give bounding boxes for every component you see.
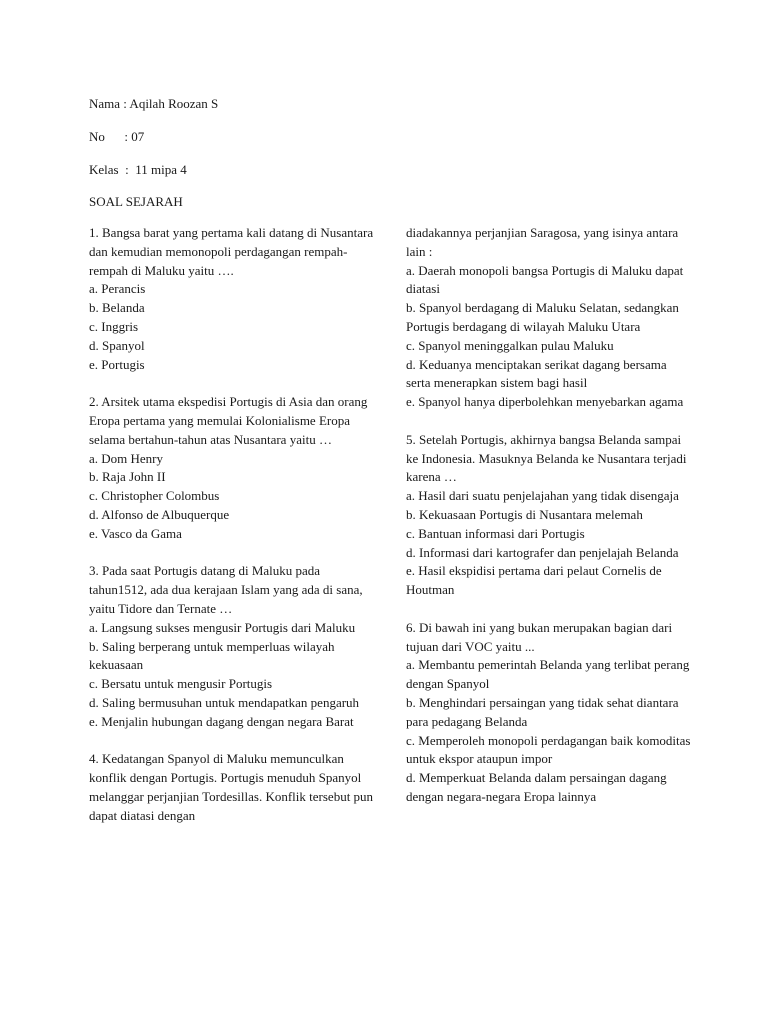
option-a: a. Hasil dari suatu penjelajahan yang tidak disengaja [406,488,679,504]
option-e: e. Vasco da Gama [89,525,182,541]
option-d: d. Alfonso de Albuquerque [89,506,230,522]
document-title: SOAL SEJARAH [89,194,183,209]
question-4-continued [406,224,691,412]
option-b: b. Kekuasaan Portugis di Nusantara melemah [406,506,643,522]
option-d: d. Saling bermusuhan untuk mendapatkan pengaruh [89,694,360,710]
question-1 [89,224,374,374]
student-name: Nama : Aqilah Roozan S [89,96,219,111]
question-text: 3. Pada saat Portugis datang di Maluku pada tahun1512, ada dua kerajaan Islam yang ada di sana, yaitu Tidore dan Ternate … [89,563,363,616]
option-c: c. Inggris [89,318,139,334]
option-e: e. Hasil ekspidisi pertama dari pelaut Cornelis de Houtman [406,563,662,598]
option-b: b. Raja John II [89,469,166,485]
question-text: 6. Di bawah ini yang bukan merupakan bagian dari tujuan dari VOC yaitu ... [406,619,673,654]
question-text: 1. Bangsa barat yang pertama kali datang di Nusantara dan kemudian memonopoli perdagangan rempah-rempah di Maluku yaitu …. [89,225,374,278]
option-d: d. Memperkuat Belanda dalam persaingan dagang dengan negara-negara Eropa lainnya [406,770,667,804]
option-b: b. Saling berperang untuk memperluas wilayah kekuasaan [89,638,335,673]
option-c: c. Christopher Colombus [89,488,220,504]
option-a: a. Daerah monopoli bangsa Portugis di Maluku dapat diatasi [406,262,684,297]
question-4 [89,750,374,825]
question-text-continued: diadakannya perjanjian Saragosa, yang isinya antara lain : [406,225,679,259]
question-text: 4. Kedatangan Spanyol di Maluku memunculkan konflik dengan Portugis. Portugis menuduh Spanyol melanggar perjanjian Tordesillas. Konflik tersebut pun dapat diatasi dengan [89,751,374,823]
right-column [406,224,691,826]
question-6 [406,619,691,807]
student-number: No : 07 [89,129,145,144]
option-e: e. Portugis [89,356,145,372]
option-c: c. Bersatu untuk mengusir Portugis [89,676,273,692]
student-class: Kelas : 11 mipa 4 [89,162,187,177]
option-d: d. Keduanya menciptakan serikat dagang bersama serta menerapkan sistem bagi hasil [406,356,667,391]
question-2 [89,393,374,543]
option-e: e. Menjalin hubungan dagang dengan negara Barat [89,713,354,729]
question-5 [406,431,691,600]
left-column [89,224,374,844]
option-b: b. Spanyol berdagang di Maluku Selatan, sedangkan Portugis berdagang di wilayah Maluku Utara [406,300,679,334]
question-3 [89,562,374,731]
option-b: b. Menghindari persaingan yang tidak sehat diantara para pedagang Belanda [406,694,679,729]
question-text: 5. Setelah Portugis, akhirnya bangsa Belanda sampai ke Indonesia. Masuknya Belanda ke Nusantara terjadi karena … [406,431,687,485]
question-text: 2. Arsitek utama ekspedisi Portugis di Asia dan orang Eropa pertama yang memulai Kolonialisme Eropa selama bertahun-tahun atas Nusantara yaitu … [89,394,368,447]
option-a: a. Dom Henry [89,450,164,466]
option-c: c. Bantuan informasi dari Portugis [406,525,585,541]
option-d: d. Informasi dari kartografer dan penjelajah Belanda [406,544,679,560]
option-a: a. Membantu pemerintah Belanda yang terlibat perang dengan Spanyol [406,657,690,692]
option-d: d. Spanyol [89,337,145,353]
option-a: a. Langsung sukses mengusir Portugis dari Maluku [89,619,356,635]
option-c: c. Memperoleh monopoli perdagangan baik komoditas untuk ekspor ataupun impor [406,732,691,767]
option-c: c. Spanyol meninggalkan pulau Maluku [406,337,614,353]
option-e: e. Spanyol hanya diperbolehkan menyebarkan agama [406,394,684,410]
option-a: a. Perancis [89,281,146,297]
option-b: b. Belanda [89,300,145,316]
